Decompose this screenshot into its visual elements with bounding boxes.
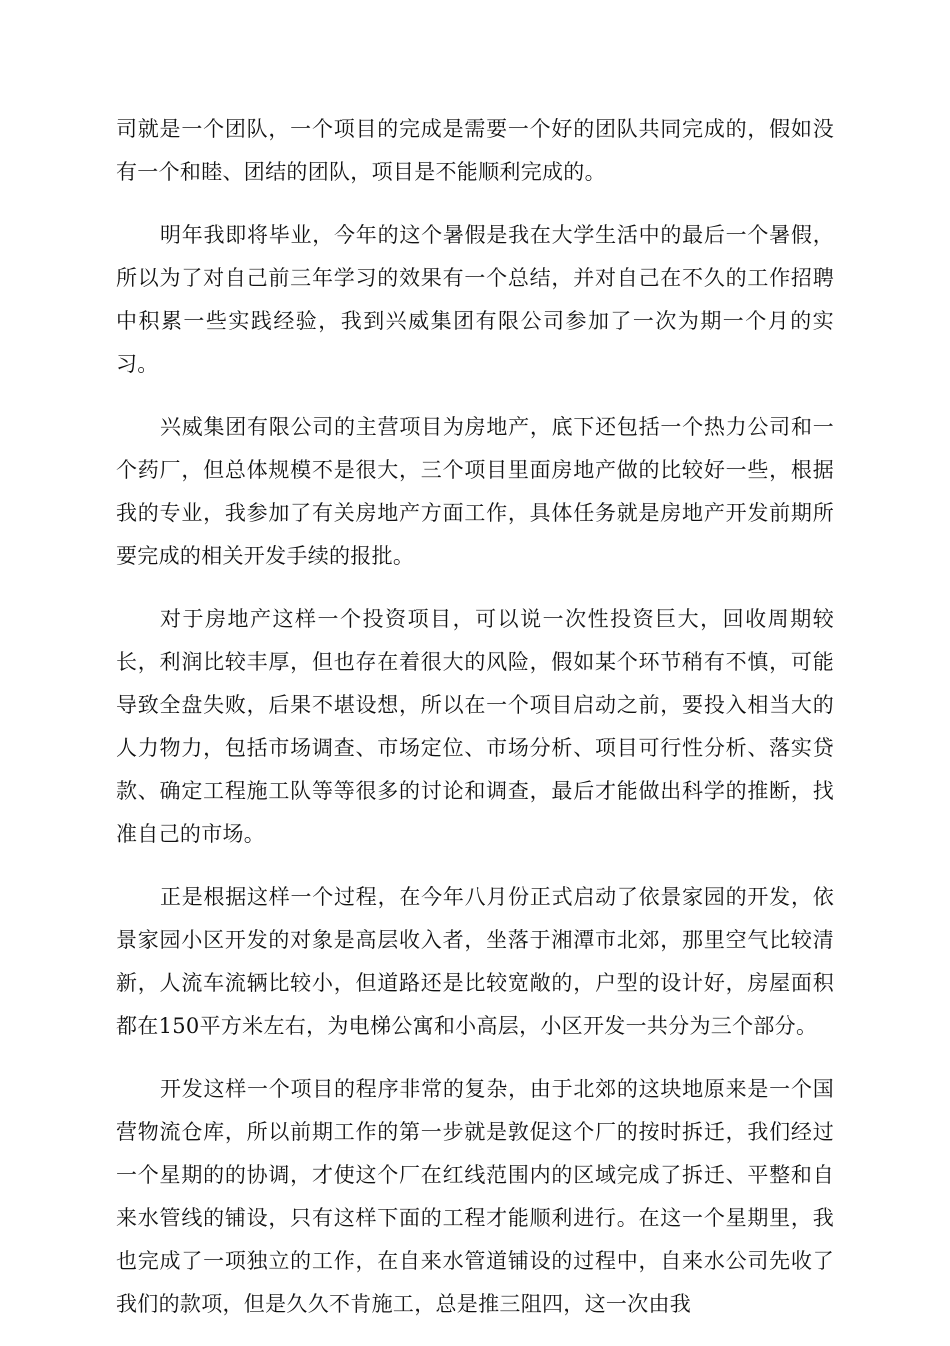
document-body [116,108,834,1346]
paragraph-continuation: 司就是一个团队，一个项目的完成是需要一个好的团队共同完成的，假如没有一个和睦、团结的团队，项目是不能顺利完成的。 [116,117,834,184]
paragraph-project: 正是根据这样一个过程，在今年八月份正式启动了依景家园的开发，依景家园小区开发的对象是高层收入者，坐落于湘潭市北郊，那里空气比较清新，人流车流辆比较小，但道路还是比较宽敞的，户型的设计好，房屋面积都在150平方米左右，为电梯公寓和小高层，小区开发一共分为三个部分。 [116,885,834,1038]
paragraph-procedure: 开发这样一个项目的程序非常的复杂，由于北郊的这块地原来是一个国营物流仓库，所以前期工作的第一步就是敦促这个厂的按时拆迁，我们经过一个星期的的协调，才使这个厂在红线范围内的区域完成了拆迁、平整和自来水管线的铺设，只有这样下面的工程才能顺利进行。在这一个星期里，我也完成了一项独立的工作，在自来水管道铺设的过程中，自来水公司先收了我们的款项，但是久久不肯施工，总是推三阻四，这一次由我 [116,1077,834,1316]
paragraph-company: 兴威集团有限公司的主营项目为房地产，底下还包括一个热力公司和一个药厂，但总体规模不是很大，三个项目里面房地产做的比较好一些，根据我的专业，我参加了有关房地产方面工作，具体任务就是房地产开发前期所要完成的相关开发手续的报批。 [116,415,834,568]
paragraph-investment: 对于房地产这样一个投资项目，可以说一次性投资巨大，回收周期较长，利润比较丰厚，但也存在着很大的风险，假如某个环节稍有不慎，可能导致全盘失败，后果不堪设想，所以在一个项目启动之前，要投入相当大的人力物力，包括市场调查、市场定位、市场分析、项目可行性分析、落实贷款、确定工程施工队等等很多的讨论和调查，最后才能做出科学的推断，找准自己的市场。 [116,607,834,846]
paragraph-graduation: 明年我即将毕业，今年的这个暑假是我在大学生活中的最后一个暑假，所以为了对自己前三年学习的效果有一个总结，并对自己在不久的工作招聘中积累一些实践经验，我到兴威集团有限公司参加了一次为期一个月的实习。 [116,223,834,376]
